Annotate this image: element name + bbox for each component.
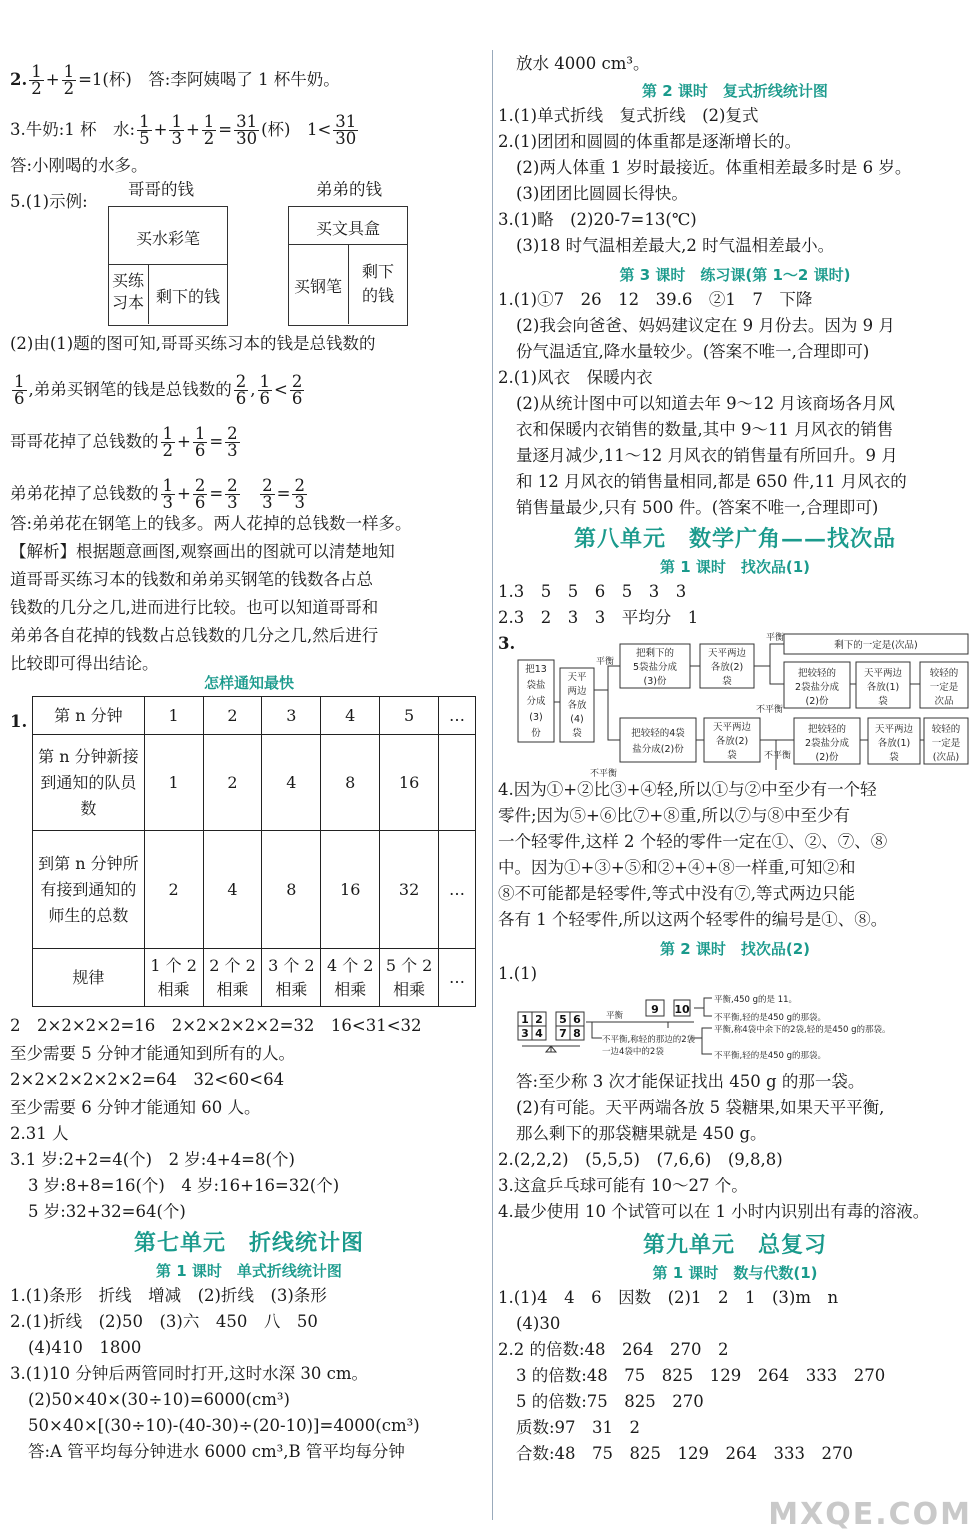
q4-line-1: 4.因为①+②比③+④轻,所以①与②中至少有一个轻 <box>498 780 877 799</box>
svg-text:次品: 次品 <box>934 696 954 707</box>
q5-2-line2: $\frac{1}{6}$ ,弟弟买钢笔的钱是总钱数的 $\frac{2}{6}$ , $\frac{1}{6}$ < $\frac{2}{6}$ <box>14 372 303 408</box>
q4-line-4: 中。因为①+③+⑤和②+④+⑧一样重,可知②和 <box>498 858 856 877</box>
l3-line-8: 和 12 月风衣的销售量相同,都是 650 件,11 月风衣的 <box>516 472 907 491</box>
q5-answer: 答:弟弟花在钢笔上的钱多。两人花掉的总钱数一样多。 <box>10 514 412 533</box>
svg-text:较轻的: 较轻的 <box>931 724 961 735</box>
svg-text:7: 7 <box>559 1027 567 1040</box>
lesson3-title: 第 3 课时 练习课(第 1～2 课时) <box>619 266 851 284</box>
analysis-3: 钱数的几分之几,进而进行比较。也可以知道哥哥和 <box>10 598 379 617</box>
u8-line-1: 1.3 5 5 6 5 3 3 <box>498 582 687 601</box>
svg-text:10: 10 <box>674 1003 690 1016</box>
after-table-7: 3 岁:8+8=16(个) 4 岁:16+16=32(个) <box>28 1176 340 1195</box>
after-table-1: 2 2×2×2×2=16 2×2×2×2×2=32 16<31<32 <box>10 1016 422 1035</box>
l3-line-3: 份气温适宜,降水量较少。(答案不唯一,合理即可) <box>516 342 870 361</box>
q5-2-line3: 哥哥花掉了总钱数的 $\frac{1}{2}$ + $\frac{1}{6}$ = $\frac{2}{3}$ <box>10 424 238 460</box>
rowlabel-rule: 规律 <box>33 949 145 1007</box>
section-title-notify: 怎样通知最快 <box>203 674 294 692</box>
svg-text:2: 2 <box>535 1013 543 1026</box>
watermark: MXQE.COM <box>768 1497 972 1532</box>
svg-text:平衡,称4袋中余下的2袋,轻的是450 g的那袋。: 平衡,称4袋中余下的2袋,轻的是450 g的那袋。 <box>714 1025 891 1035</box>
q3-answer: 答:小刚喝的水多。 <box>10 156 148 175</box>
svg-text:一定是: 一定是 <box>929 682 959 693</box>
svg-text:一边4袋中的2袋: 一边4袋中的2袋 <box>602 1047 664 1057</box>
u8-l2-line-6: 4.最少使用 10 个试管可以在 1 小时内识别出有毒的溶液。 <box>498 1202 930 1221</box>
svg-text:较轻的: 较轻的 <box>929 668 959 679</box>
sister-remaining: 剩下 的钱 <box>361 262 394 305</box>
l2-line-5: 3.(1)略 (2)20-7=13(℃) <box>498 210 697 229</box>
svg-text:不平衡,称轻的那边的2袋: 不平衡,称轻的那边的2袋 <box>602 1035 696 1045</box>
rowlabel-total: 到第 n 分钟所有接到通知的师生的总数 <box>33 831 145 949</box>
svg-text:(次品): (次品) <box>932 752 960 763</box>
svg-text:平衡: 平衡 <box>606 1011 624 1021</box>
svg-text:不平衡: 不平衡 <box>590 769 618 779</box>
svg-text:袋: 袋 <box>722 676 732 687</box>
u8-line-2: 2.3 2 3 3 平均分 1 <box>498 608 699 627</box>
notify-table: 第 n 分钟 1 2 3 4 5 … 第 n 分钟新接到通知的队员数 1 2 4 8 16 到第 n 分钟所有接到通知的师生的总数 2 4 8 16 32 … 规律 1 个 2 相乘 2 个 2 相乘 3 个 2 相乘 4 个 2 相乘 5 个 2 相乘 … <box>32 696 476 1007</box>
svg-text:天平两边: 天平两边 <box>874 724 914 735</box>
svg-text:两边: 两边 <box>567 686 587 697</box>
flowchart-11-bags <box>516 994 956 1066</box>
svg-text:袋盐: 袋盐 <box>526 680 546 691</box>
u9-line-2: (4)30 <box>516 1314 561 1333</box>
u7-line-6: 50×40×[(30÷10)-(40-30)÷(20-10)]=4000(cm³) <box>28 1416 420 1435</box>
l3-line-1: 1.(1)①7 26 12 39.6 ②1 7 下降 <box>498 290 813 309</box>
lesson2-title: 第 2 课时 复式折线统计图 <box>642 82 828 100</box>
q5-2-line4: 弟弟花掉了总钱数的 $\frac{1}{3}$ + $\frac{2}{6}$ = $\frac{2}{3}$ $\frac{2}{3}$ = $\frac{2}{3}$ <box>10 476 305 512</box>
svg-text:袋: 袋 <box>889 752 899 763</box>
svg-text:4: 4 <box>535 1027 543 1040</box>
fraction: $\frac{1}{2}$ <box>63 62 75 98</box>
q5-label: 5.(1)示例: <box>10 192 88 211</box>
unit9-title: 第九单元 总复习 <box>642 1232 827 1258</box>
unit7-lesson1: 第 1 课时 单式折线统计图 <box>156 1262 342 1280</box>
table-qnum: 1. <box>10 712 28 731</box>
svg-text:把较轻的: 把较轻的 <box>807 724 847 735</box>
svg-text:天平两边: 天平两边 <box>712 722 752 733</box>
svg-text:不平衡: 不平衡 <box>756 705 784 715</box>
svg-text:分成: 分成 <box>526 696 546 707</box>
svg-text:(3)份: (3)份 <box>643 676 667 687</box>
l3-line-7: 量逐月减少,11～12 月风衣的销售量有所回升。9 月 <box>516 446 898 465</box>
svg-text:各放: 各放 <box>567 700 587 711</box>
svg-text:平衡: 平衡 <box>596 657 615 667</box>
u8-l2-line-4: 2.(2,2,2) (5,5,5) (7,6,6) (9,8,8) <box>498 1150 783 1169</box>
svg-text:天平: 天平 <box>567 672 587 683</box>
q4-line-3: 一个轻零件,这样 2 个轻的零件一定在①、②、⑦、⑧ <box>498 832 888 851</box>
after-table-8: 5 岁:32+32=64(个) <box>28 1202 186 1221</box>
unit8-title: 第八单元 数学广角——找次品 <box>573 526 896 552</box>
svg-text:8: 8 <box>573 1027 581 1040</box>
brother-watercolor: 买水彩笔 <box>135 229 200 248</box>
svg-text:袋: 袋 <box>572 728 582 739</box>
svg-text:1: 1 <box>521 1013 529 1026</box>
u8-lesson1: 第 1 课时 找次品(1) <box>659 558 811 576</box>
fraction: $\frac{1}{2}$ <box>31 62 42 98</box>
u8-l2-line-3: 那么剩下的那袋糖果就是 450 g。 <box>516 1124 767 1143</box>
q3-line: 3.牛奶:1 杯 水: $\frac{1}{5}$ + $\frac{1}{3}$ + $\frac{1}{2}$ = $\frac{31}{30}$ (杯) 1< $\frac{31}{30}$ <box>10 112 357 148</box>
svg-text:2袋盐分成: 2袋盐分成 <box>804 738 850 749</box>
u9-line-5: 5 的倍数:75 825 270 <box>516 1392 704 1411</box>
l2-line-1: 1.(1)单式折线 复式折线 (2)复式 <box>498 106 759 125</box>
after-table-4: 至少需要 6 分钟才能通知 60 人。 <box>10 1098 261 1117</box>
svg-text:把较轻的: 把较轻的 <box>797 668 837 679</box>
l2-line-2: 2.(1)团团和圆圆的体重都是逐渐增长的。 <box>498 132 802 151</box>
u8-l2-line-1: 答:至少称 3 次才能保证找出 450 g 的那一袋。 <box>516 1072 865 1091</box>
brother-title: 哥哥的钱 <box>128 180 194 199</box>
u9-line-7: 合数:48 75 825 129 264 333 270 <box>516 1444 854 1463</box>
u9-line-6: 质数:97 31 2 <box>516 1418 641 1437</box>
analysis-1: 【解析】根据题意画图,观察画出的图就可以清楚地知 <box>10 542 395 561</box>
u7-line-5: (2)50×40×(30÷10)=6000(cm³) <box>28 1390 290 1409</box>
after-table-3: 2×2×2×2×2×2=64 32<60<64 <box>10 1070 285 1089</box>
svg-text:6: 6 <box>573 1013 581 1026</box>
u8-l2-head: 1.(1) <box>498 964 538 983</box>
u9-line-3: 2.2 的倍数:48 264 270 2 <box>498 1340 729 1359</box>
rowlabel-new: 第 n 分钟新接到通知的队员数 <box>33 735 145 831</box>
l2-line-3: (2)两人体重 1 岁时最接近。体重相差最多时是 6 岁。 <box>516 158 912 177</box>
svg-text:(4): (4) <box>570 714 584 725</box>
u7-line-7: 答:A 管平均每分钟进水 6000 cm³,B 管平均每分钟 <box>28 1442 405 1461</box>
svg-text:(3): (3) <box>529 712 543 723</box>
svg-text:(2)份: (2)份 <box>815 752 839 763</box>
svg-text:不平衡,轻的是450 g的那袋。: 不平衡,轻的是450 g的那袋。 <box>714 1051 827 1061</box>
u8-lesson2: 第 2 课时 找次品(2) <box>659 940 811 958</box>
svg-text:份: 份 <box>531 728 541 739</box>
svg-text:3: 3 <box>521 1027 529 1040</box>
u8-l2-line-5: 3.这盒乒乓球可能有 10～27 个。 <box>498 1176 748 1195</box>
u7-line-3: (4)410 1800 <box>28 1338 142 1357</box>
brother-notebook: 买练 习本 <box>111 271 144 312</box>
l3-line-6: 衣和保暖内衣销售的数量,其中 9～11 月风衣的销售 <box>516 420 894 439</box>
q4-line-6: 各有 1 个轻零件,所以这两个轻零件的编号是①、⑧。 <box>498 910 888 929</box>
svg-text:盐分成(2)份: 盐分成(2)份 <box>632 744 684 755</box>
svg-text:剩下的一定是(次品): 剩下的一定是(次品) <box>834 640 918 651</box>
unit7-title: 第七单元 折线统计图 <box>133 1230 364 1256</box>
svg-text:把较轻的4袋: 把较轻的4袋 <box>631 728 685 739</box>
svg-text:袋: 袋 <box>727 750 737 761</box>
svg-text:平衡,450 g的是 11。: 平衡,450 g的是 11。 <box>714 995 798 1005</box>
svg-text:不平衡: 不平衡 <box>764 751 792 761</box>
column-divider <box>492 50 493 1520</box>
svg-text:把剩下的: 把剩下的 <box>635 648 675 659</box>
svg-text:各放(1): 各放(1) <box>877 738 911 749</box>
u7-line-1: 1.(1)条形 折线 增减 (2)折线 (3)条形 <box>10 1286 327 1305</box>
rowlabel-minute: 第 n 分钟 <box>33 697 145 735</box>
svg-text:不平衡,轻的是450 g的那袋。: 不平衡,轻的是450 g的那袋。 <box>714 1013 827 1023</box>
u8-l2-line-2: (2)有可能。天平两端各放 5 袋糖果,如果天平平衡, <box>516 1098 885 1117</box>
u7-line-4: 3.(1)10 分钟后两管同时打开,这时水深 30 cm。 <box>10 1364 368 1383</box>
l3-line-9: 销售量最少,只有 500 件。(答案不唯一,合理即可) <box>516 498 879 517</box>
svg-text:一定是: 一定是 <box>931 738 961 749</box>
u9-lesson1: 第 1 课时 数与代数(1) <box>652 1264 818 1282</box>
svg-text:各放(1): 各放(1) <box>866 682 900 693</box>
analysis-2: 道哥哥买练习本的钱数和弟弟买钢笔的钱数各占总 <box>10 570 373 589</box>
q4-line-5: ⑧不可能都是轻零件,等式中没有⑦,等式两边只能 <box>498 884 855 903</box>
svg-text:5: 5 <box>559 1013 567 1026</box>
analysis-5: 比较即可得出结论。 <box>10 654 159 673</box>
flowchart-13-bags <box>516 632 972 780</box>
l2-line-4: (3)团团比圆圆长得快。 <box>516 184 688 203</box>
svg-text:各放(2): 各放(2) <box>715 736 749 747</box>
after-table-5: 2.31 人 <box>10 1124 69 1143</box>
l3-line-2: (2)我会向爸爸、妈妈建议定在 9 月份去。因为 9 月 <box>516 316 895 335</box>
l3-line-4: 2.(1)风衣 保暖内衣 <box>498 368 653 387</box>
svg-text:各放(2): 各放(2) <box>710 662 744 673</box>
sister-stationery: 买文具盒 <box>315 219 380 238</box>
r-top: 放水 4000 cm³。 <box>516 54 650 73</box>
svg-text:(2)份: (2)份 <box>805 696 829 707</box>
u8-line-3: 3. <box>498 634 516 653</box>
svg-text:把13: 把13 <box>525 664 547 675</box>
after-table-2: 至少需要 5 分钟才能通知到所有的人。 <box>10 1044 295 1063</box>
u7-line-2: 2.(1)折线 (2)50 (3)六 450 八 50 <box>10 1312 318 1331</box>
analysis-4: 弟弟各自花掉的钱数占总钱数的几分之几,然后进行 <box>10 626 379 645</box>
q4-line-2: 零件;因为⑤+⑥比⑦+⑧重,所以⑦与⑧中至少有 <box>498 806 850 825</box>
svg-text:2袋盐分成: 2袋盐分成 <box>794 682 840 693</box>
l2-line-6: (3)18 时气温相差最大,2 时气温相差最小。 <box>516 236 835 255</box>
u9-line-1: 1.(1)4 4 6 因数 (2)1 2 1 (3)m n <box>498 1288 839 1307</box>
svg-text:天平两边: 天平两边 <box>863 668 903 679</box>
l3-line-5: (2)从统计图中可以知道去年 9～12 月该商场各月风 <box>516 394 895 413</box>
sister-title: 弟弟的钱 <box>316 180 382 199</box>
sister-pen: 买钢笔 <box>293 277 342 296</box>
svg-text:袋: 袋 <box>878 696 888 707</box>
brother-remaining: 剩下的钱 <box>155 287 220 306</box>
svg-text:5袋盐分成: 5袋盐分成 <box>632 662 678 673</box>
q2-line: 2. $\frac{1}{2}$ + $\frac{1}{2}$ =1(杯) 答:李阿姨喝了 1 杯牛奶。 <box>10 62 340 98</box>
svg-text:天平两边: 天平两边 <box>707 648 747 659</box>
u9-line-4: 3 的倍数:48 75 825 129 264 333 270 <box>516 1366 886 1385</box>
svg-text:平衡: 平衡 <box>766 633 785 643</box>
after-table-6: 3.1 岁:2+2=4(个) 2 岁:4+4=8(个) <box>10 1150 295 1169</box>
svg-text:9: 9 <box>651 1003 659 1016</box>
q5-2-line1: (2)由(1)题的图可知,哥哥买练习本的钱是总钱数的 <box>10 334 376 353</box>
